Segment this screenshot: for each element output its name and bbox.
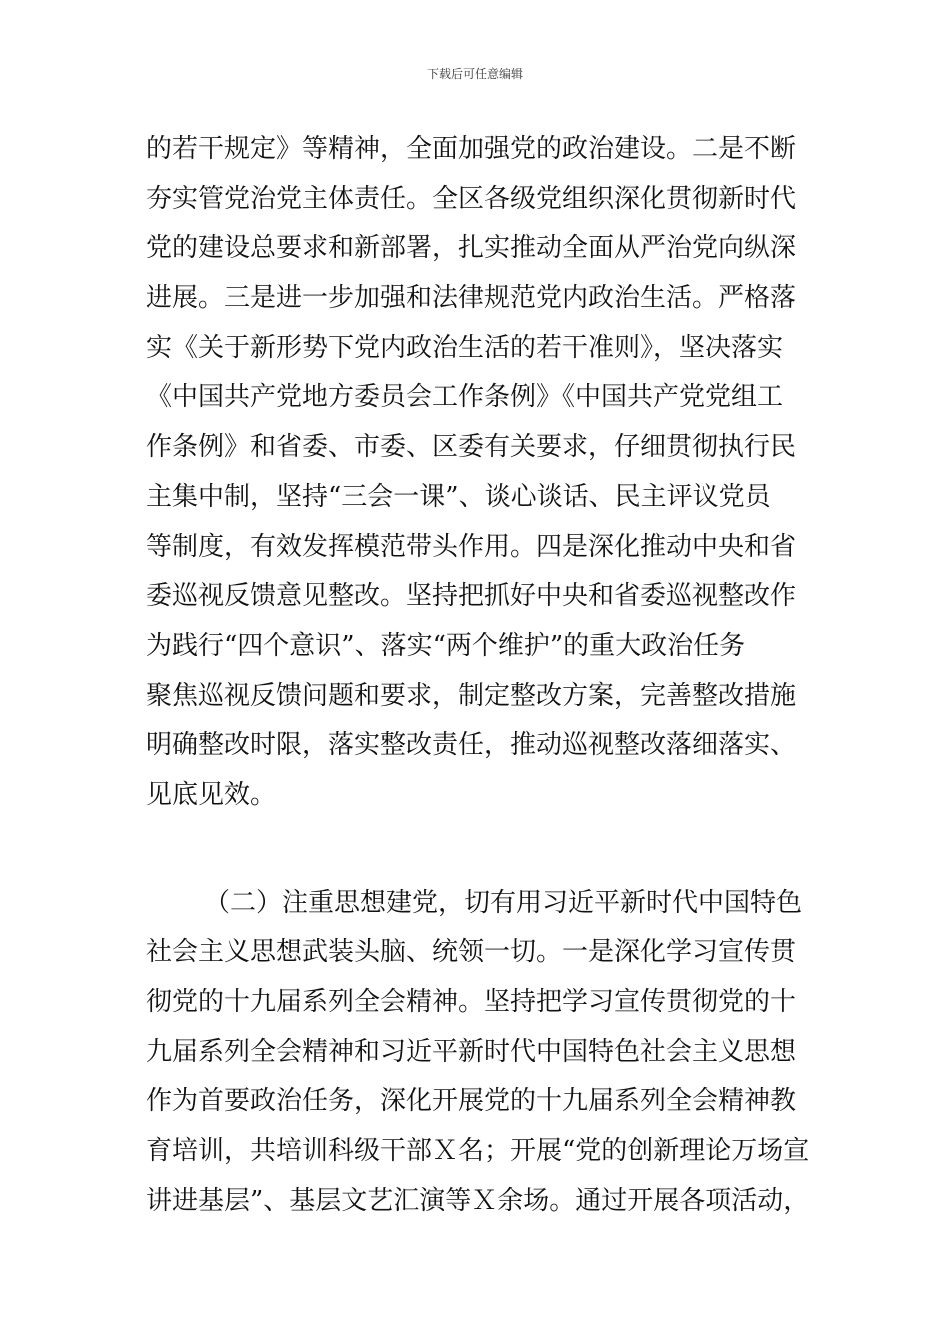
text-line: 夯实管党治党主体责任。全区各级党组织深化贯彻新时代 [146, 183, 797, 214]
text-line: 实《关于新形势下党内政治生活的若干准则》，坚决落实 [146, 332, 784, 363]
paragraph-2 [146, 879, 808, 1227]
text-line: 育培训，共培训科级干部Ｘ名；开展“党的创新理论万场宣 [146, 1136, 810, 1167]
text-line: 党的建设总要求和新部署，扎实推动全面从严治党向纵深 [146, 233, 797, 264]
page-header: 下载后可任意编辑 [426, 67, 523, 81]
text-line: 委巡视反馈意见整改。坚持把抓好中央和省委巡视整改作 [146, 581, 797, 612]
text-line: 彻党的十九届系列全会精神。坚持把学习宣传贯彻党的十 [146, 987, 797, 1017]
paragraph-1 [146, 125, 808, 821]
text-line: 等制度，有效发挥模范带头作用。四是深化推动中央和省 [146, 531, 797, 562]
text-line: （二）注重思想建党，切有用习近平新时代中国特色 [204, 887, 803, 918]
text-line: 九届系列全会精神和习近平新时代中国特色社会主义思想 [146, 1036, 797, 1067]
text-line: 见底见效。 [146, 779, 277, 810]
text-line: 明确整改时限，落实整改责任，推动巡视整改落细落实、 [146, 730, 797, 761]
text-line: 《中国共产党地方委员会工作条例》《中国共产党党组工 [146, 382, 784, 413]
text-line: 聚焦巡视反馈问题和要求，制定整改方案，完善整改措施 [146, 680, 797, 711]
paragraph-spacer [146, 821, 808, 879]
text-line: 作条例》和省委、市委、区委有关要求，仔细贯彻执行民 [146, 432, 797, 463]
text-line: 主集中制，坚持“三会一课”、谈心谈话、民主评议党员 [146, 481, 771, 512]
text-line: 社会主义思想武装头脑、统领一切。一是深化学习宣传贯 [146, 937, 797, 968]
document-body [146, 125, 808, 1226]
text-line: 进展。三是进一步加强和法律规范党内政治生活。严格落 [146, 283, 797, 314]
text-line: 作为首要政治任务，深化开展党的十九届系列全会精神教 [146, 1086, 797, 1117]
text-line: 讲进基层”、基层文艺汇演等Ｘ余场。通过开展各项活动， [146, 1185, 810, 1216]
text-line: 的若干规定》等精神，全面加强党的政治建设。二是不断 [146, 134, 797, 164]
text-line: 为践行“四个意识”、落实“两个维护”的重大政治任务 [146, 630, 746, 661]
